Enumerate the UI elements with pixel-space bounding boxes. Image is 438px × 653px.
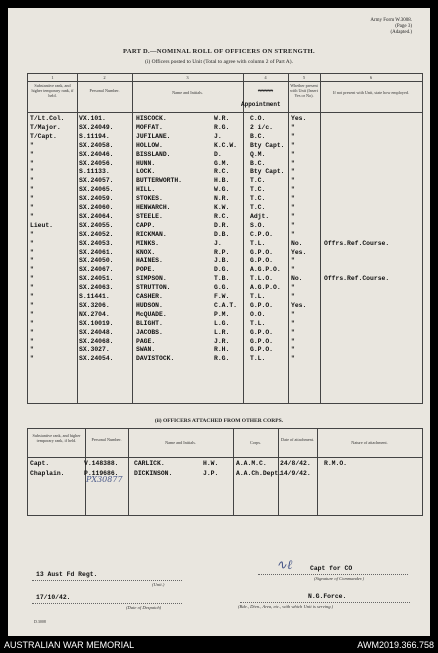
officer-initials: R.C.: [214, 168, 230, 176]
officer-initials: L.R.: [214, 328, 230, 336]
officer-initials: R.G.: [214, 355, 230, 363]
officer-name: SIMPSON.: [136, 275, 167, 283]
form-page-line: (Page 3): [395, 24, 412, 29]
archive-footer: [0, 638, 438, 653]
form-number-line: Army Form W.3008.: [370, 18, 412, 23]
officer-name: STRUTTON.: [136, 284, 171, 292]
section1-title: (i) Officers posted to Unit (Total to agree with column 2 of Part A).: [145, 59, 293, 65]
officer-rank: ": [30, 230, 34, 238]
unit-line: [32, 580, 182, 581]
officer-appt: B.C.: [250, 159, 266, 167]
officer-rank: ": [30, 248, 34, 256]
officer-name: DAVISTOCK.: [136, 355, 175, 363]
table-row: [28, 222, 422, 230]
officer-initials: R.G.: [214, 123, 230, 131]
officer-initials: J.: [214, 132, 222, 140]
table-row: [28, 302, 422, 310]
officer-name: POPE.: [136, 266, 156, 274]
officer-appt: T.C.: [250, 195, 266, 203]
officer-rank: T/Major.: [30, 123, 61, 131]
table-row: [28, 460, 422, 468]
unit-label: (Unit.): [152, 582, 165, 587]
officer-number: SX.24057.: [79, 177, 114, 185]
officer-present: ": [291, 221, 295, 229]
form-number: [370, 18, 412, 36]
officer-name: STOKES.: [136, 195, 163, 203]
officer-initials: L.G.: [214, 319, 230, 327]
officer-appt: T.L.: [250, 293, 266, 300]
officer-number: SX.24059.: [79, 195, 114, 203]
force-label: (Bde., Divn., Area, etc., with which Unit is serving.): [238, 604, 334, 609]
handwritten-number: PX30877: [86, 475, 123, 484]
officer-appt: C.P.O.: [250, 230, 274, 238]
officer-appt: T.L.: [250, 239, 266, 247]
attached-initials: J.P.: [203, 470, 219, 477]
officer-present: ": [291, 230, 295, 238]
officer-number: SX.24067.: [79, 266, 114, 274]
officer-number: SX.3206.: [79, 301, 110, 309]
officer-initials: T.B.: [214, 275, 230, 283]
officer-present: ": [291, 195, 295, 203]
header2-corps: Corps.: [249, 440, 262, 445]
officer-present: ": [291, 141, 295, 149]
officer-name: HISCOCK.: [136, 115, 167, 122]
table-row: [28, 240, 422, 248]
header-rank: Substantive rank, and higher temporary rank, if held.: [31, 83, 74, 98]
officer-present: ": [291, 293, 295, 300]
officer-number: SX.24055.: [79, 221, 114, 229]
officer-rank: ": [30, 150, 34, 158]
officer-number: SX.24063.: [79, 284, 114, 292]
officer-appt: T.L.: [250, 319, 266, 327]
attached-corps: A.A.Ch.Dept.: [236, 470, 283, 477]
officer-number: SX.24046.: [79, 150, 114, 158]
table-row: [28, 115, 422, 123]
officer-rank: ": [30, 212, 34, 220]
officer-initials: W.G.: [214, 186, 230, 194]
officer-initials: K.W.: [214, 204, 230, 211]
officer-number: SX.24060.: [79, 204, 114, 211]
officer-number: SX.24053.: [79, 239, 114, 247]
officer-initials: N.R.: [214, 195, 230, 203]
officer-appt: G.P.O.: [250, 346, 274, 354]
officer-appt: T.L.O.: [250, 275, 274, 283]
officer-present: ": [291, 150, 295, 158]
officer-initials: G.G.: [214, 284, 230, 292]
header-present: Whether present with Unit (Insert Yes or No).: [290, 83, 318, 98]
officer-number: S.11441.: [79, 293, 110, 300]
officer-appt: T.C.: [250, 177, 266, 185]
signature-scrawl: ∿ℓ: [276, 558, 293, 573]
officer-rank: ": [30, 239, 34, 247]
table-row: [28, 195, 422, 203]
officer-present: ": [291, 159, 295, 167]
officer-name: SWAN.: [136, 346, 156, 354]
officer-initials: W.R.: [214, 115, 230, 122]
officer-appt: Q.M.: [250, 150, 266, 158]
header2-rank: Substantive rank, and higher temporary rank, if held.: [32, 433, 81, 443]
officer-present: ": [291, 257, 295, 265]
table-row: [28, 186, 422, 194]
officer-name: BLIGHT.: [136, 319, 163, 327]
officer-initials: G.M.: [214, 159, 230, 167]
part-title: PART D.—NOMINAL ROLL OF OFFICERS ON STRENGTH.: [123, 48, 315, 55]
officer-initials: H.B.: [214, 177, 230, 185]
officer-initials: P.M.: [214, 310, 230, 318]
column-number: 2: [103, 75, 106, 80]
officer-appt: T.C.: [250, 204, 266, 211]
officer-appt: Bty Capt.: [250, 168, 285, 176]
attached-name: DICKINSON.: [134, 470, 173, 477]
officer-rank: T/Lt.Col.: [30, 115, 65, 122]
officer-rank: ": [30, 275, 34, 283]
officer-initials: D.B.: [214, 230, 230, 238]
officer-appt: Bty Capt.: [250, 141, 285, 149]
force-name: N.G.Force.: [308, 593, 347, 600]
header2-name: Name and Initials.: [165, 440, 196, 445]
officer-number: SX.3027.: [79, 346, 110, 354]
officer-name: BUTTERWORTH.: [136, 177, 183, 185]
officer-rank: T/Capt.: [30, 132, 57, 140]
officer-present: ": [291, 346, 295, 354]
header-number: Personal Number.: [89, 88, 120, 93]
officer-appt: G.P.O.: [250, 328, 274, 336]
officer-appt: S.O.: [250, 221, 266, 229]
officer-appt: G.P.O.: [250, 248, 274, 256]
column-number: 4: [264, 75, 267, 80]
table-row: [28, 168, 422, 176]
officer-name: McQUADE.: [136, 310, 167, 318]
officer-present: No.: [291, 239, 303, 247]
officer-number: SX.24048.: [79, 328, 114, 336]
column-number: 1: [51, 75, 54, 80]
officer-remarks: Offrs.Ref.Course.: [324, 275, 390, 283]
header2-number: Personal Number.: [91, 437, 122, 442]
officer-appt: Adjt.: [250, 212, 270, 220]
table-row: [28, 293, 422, 301]
table-row: [28, 275, 422, 283]
table-row: [28, 338, 422, 346]
officer-name: STEELE.: [136, 212, 163, 220]
officer-appt: T.L.: [250, 355, 266, 363]
officer-rank: ": [30, 257, 34, 265]
officer-initials: K.C.W.: [214, 141, 238, 149]
officer-present: ": [291, 284, 295, 292]
officer-present: ": [291, 132, 295, 140]
attached-corps: A.A.M.C.: [236, 460, 267, 467]
table-row: [28, 231, 422, 239]
header-divider: [28, 112, 422, 113]
officer-present: ": [291, 328, 295, 336]
officer-number: S.11194.: [79, 132, 110, 140]
officer-present: Yes.: [291, 115, 307, 122]
officer-name: CASHER.: [136, 293, 163, 300]
table-row: [28, 177, 422, 185]
attached-table: [27, 428, 423, 516]
officer-name: JUFILANE.: [136, 132, 171, 140]
attached-initials: H.W.: [203, 460, 219, 467]
officer-present: ": [291, 337, 295, 345]
officer-appt: G.P.O.: [250, 301, 274, 309]
officer-rank: ": [30, 284, 34, 292]
attached-name: CARLICK.: [134, 460, 165, 467]
header2-nature: Nature of attachment.: [351, 440, 388, 445]
officer-present: ": [291, 186, 295, 194]
unit-name: 13 Aust Fd Regt.: [36, 571, 98, 578]
officer-name: MOFFAT.: [136, 123, 163, 131]
officer-appt: G.P.O.: [250, 257, 274, 265]
table-row: [28, 124, 422, 132]
officer-rank: ": [30, 159, 34, 167]
officer-appt: C.O.: [250, 115, 266, 122]
attached-date: 24/8/42.: [280, 460, 311, 467]
officer-rank: ": [30, 186, 34, 194]
officer-rank: ": [30, 204, 34, 211]
attached-nature: R.M.O.: [324, 460, 348, 467]
officer-number: SX.10019.: [79, 319, 114, 327]
officer-initials: C.A.T.: [214, 301, 238, 309]
officer-present: ": [291, 204, 295, 211]
officer-name: HAINES.: [136, 257, 163, 265]
officer-initials: D.: [214, 150, 222, 158]
table-row: [28, 284, 422, 292]
header-remarks: If not present with Unit, state how employed.: [333, 90, 409, 95]
officer-appt: G.P.O.: [250, 337, 274, 345]
attached-rank: Chaplain.: [30, 470, 65, 477]
officer-number: SX.24068.: [79, 337, 114, 345]
header-name: Name and Initials.: [172, 90, 203, 95]
officer-number: SX.24054.: [79, 355, 114, 363]
attached-rank: Capt.: [30, 460, 50, 467]
officer-rank: ": [30, 337, 34, 345]
officer-present: ": [291, 266, 295, 274]
table-row: [28, 257, 422, 265]
officer-name: BISSLAND.: [136, 150, 171, 158]
row-divider: [28, 81, 422, 82]
officer-appt: B.C.: [250, 132, 266, 140]
table-row: [28, 355, 422, 363]
officer-name: HUDSON.: [136, 301, 163, 309]
table-row: [28, 160, 422, 168]
officer-initials: J.B.: [214, 257, 230, 265]
officer-present: ": [291, 319, 295, 327]
officer-rank: ": [30, 328, 34, 336]
column-number: 5: [302, 75, 306, 80]
officer-number: SX.24056.: [79, 159, 114, 167]
form-sheet: [8, 8, 430, 636]
officer-present: ": [291, 212, 295, 220]
footer-institution: AUSTRALIAN WAR MEMORIAL: [4, 640, 135, 650]
officer-present: ": [291, 123, 295, 131]
officer-rank: Lieut.: [30, 221, 54, 229]
table-row: [28, 346, 422, 354]
officer-appt: 2 i/c.: [250, 123, 274, 131]
officer-rank: ": [30, 293, 34, 300]
table-row: [28, 320, 422, 328]
footer-reference: AWM2019.366.758: [357, 640, 434, 650]
table-row: [28, 204, 422, 212]
officer-rank: ": [30, 168, 34, 176]
officer-present: ": [291, 177, 295, 185]
officer-name: JACOBS.: [136, 328, 163, 336]
officer-rank: ": [30, 266, 34, 274]
officers-table: [27, 73, 423, 404]
officer-rank: ": [30, 346, 34, 354]
column-number: 6: [369, 75, 373, 80]
table-row: [28, 311, 422, 319]
officer-rank: ": [30, 141, 34, 149]
officer-appt: A.G.P.O.: [250, 266, 281, 274]
header-divider: [28, 457, 422, 458]
officer-present: ": [291, 168, 295, 176]
officer-rank: ": [30, 301, 34, 309]
officer-initials: J.R.: [214, 337, 230, 345]
header2-date: Date of attachment.: [281, 437, 314, 442]
officer-appt: O.O.: [250, 310, 266, 318]
officer-name: HENWARCH.: [136, 204, 171, 211]
officer-number: NX.2704.: [79, 310, 110, 318]
header-appointment-struck: XXXXX: [257, 88, 274, 93]
table-row: [28, 329, 422, 337]
table-row: [28, 249, 422, 257]
officer-initials: D.R.: [214, 221, 230, 229]
officer-number: SX.24065.: [79, 186, 114, 194]
officer-present: Yes.: [291, 301, 307, 309]
officer-present: ": [291, 355, 295, 363]
officer-name: MINKS.: [136, 239, 160, 247]
officer-name: CAPP.: [136, 221, 156, 229]
officer-name: HOLLOW.: [136, 141, 163, 149]
officer-initials: R.C.: [214, 212, 230, 220]
signature-line: [258, 574, 408, 575]
officer-appt: T.C.: [250, 186, 266, 194]
officer-number: SX.24052.: [79, 230, 114, 238]
officer-number: SX.24061.: [79, 248, 114, 256]
attached-number: V.148388.: [84, 460, 119, 467]
officer-initials: R.H.: [214, 346, 230, 354]
print-code: D.3008: [34, 619, 46, 624]
officer-rank: ": [30, 310, 34, 318]
table-row: [28, 133, 422, 141]
officer-rank: ": [30, 319, 34, 327]
officer-initials: R.P.: [214, 248, 230, 256]
officer-name: HILL.: [136, 186, 156, 194]
signature-text: Capt for CO: [310, 565, 353, 572]
officer-present: Yes.: [291, 248, 307, 256]
attached-number: P.119686.: [84, 470, 119, 477]
officer-initials: J.: [214, 239, 222, 247]
officer-name: PAGE.: [136, 337, 156, 345]
signature-label: (Signature of Commander.): [314, 576, 364, 581]
officer-number: SX.24064.: [79, 212, 114, 220]
officer-rank: ": [30, 195, 34, 203]
officer-number: S.11133.: [79, 168, 110, 176]
officer-initials: D.G.: [214, 266, 230, 274]
officer-number: SX.24050.: [79, 257, 114, 265]
officer-name: KNOX.: [136, 248, 156, 256]
table-row: [28, 142, 422, 150]
table-row: [28, 213, 422, 221]
officer-number: VX.101.: [79, 115, 106, 122]
officer-present: ": [291, 310, 295, 318]
header-appointment: Appointment: [241, 101, 281, 108]
officer-number: SX.24049.: [79, 123, 114, 131]
attached-date: 14/9/42.: [280, 470, 311, 477]
officer-number: SX.24058.: [79, 141, 114, 149]
officer-appt: A.G.P.O.: [250, 284, 281, 292]
date-line: [32, 603, 182, 604]
form-adapted-line: (Adapted.): [390, 30, 412, 35]
officer-rank: ": [30, 177, 34, 185]
officer-number: SX.24051.: [79, 275, 114, 283]
table-row: [28, 266, 422, 274]
officer-present: No.: [291, 275, 303, 283]
officer-rank: ": [30, 355, 34, 363]
officer-name: RICKMAN.: [136, 230, 167, 238]
column-number: 3: [186, 75, 189, 80]
table-row: [28, 151, 422, 159]
officer-initials: F.W.: [214, 293, 230, 300]
date-of-despatch: 17/10/42.: [36, 594, 71, 601]
officer-name: HUNN.: [136, 159, 156, 167]
officer-remarks: Offrs.Ref.Course.: [324, 239, 390, 247]
date-label: (Date of Despatch): [126, 605, 162, 610]
section2-title: (ii) OFFICERS ATTACHED FROM OTHER CORPS.: [154, 418, 284, 424]
force-line: [240, 602, 410, 603]
officer-name: LOCK.: [136, 168, 156, 176]
